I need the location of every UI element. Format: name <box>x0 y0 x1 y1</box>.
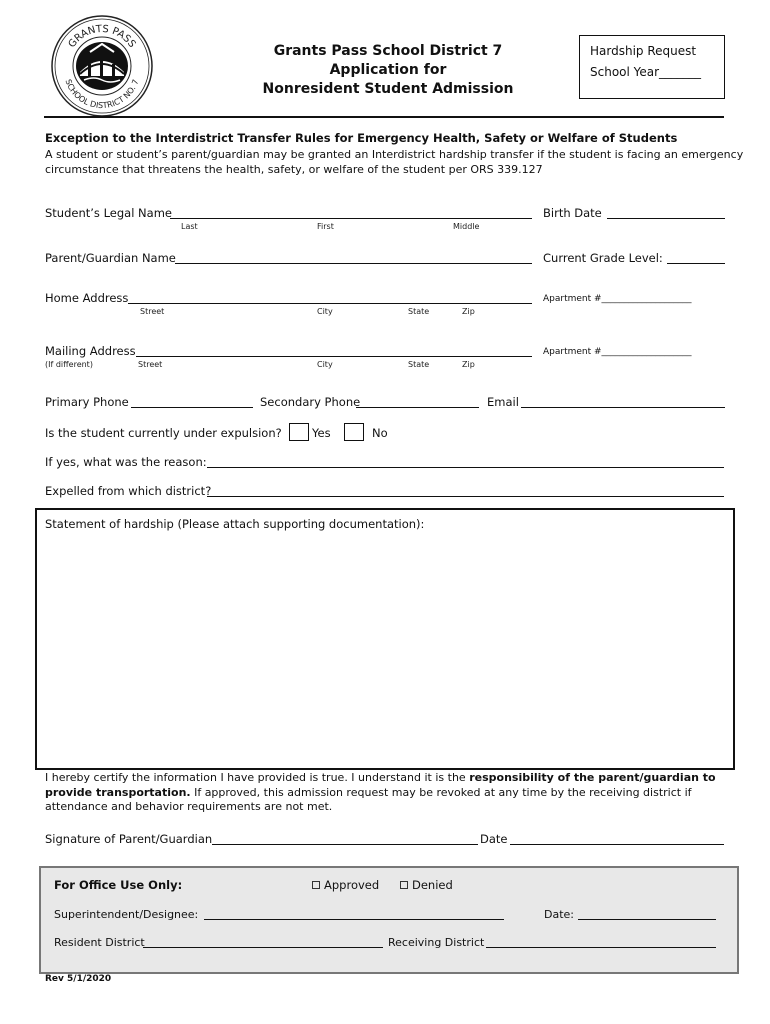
email-input[interactable] <box>521 407 725 408</box>
mailing-if-different: (If different) <box>45 360 93 369</box>
mailing-apartment-field[interactable]: Apartment #____________________ <box>543 347 692 357</box>
approved-label: Approved <box>324 878 380 892</box>
mailing-sub-zip: Zip <box>462 360 475 369</box>
superintendent-label: Superintendent/Designee: <box>54 908 199 921</box>
mailing-address-label: Mailing Address <box>45 344 136 358</box>
intro-heading: Exception to the Interdistrict Transfer Rules for Emergency Health, Safety or Welfare of Students <box>45 131 678 145</box>
certify-bold1: responsibility of the parent/guardian to <box>469 771 716 784</box>
office-date-label: Date: <box>544 908 574 921</box>
no-label: No <box>372 426 388 440</box>
home-address-label: Home Address <box>45 291 129 305</box>
intro-line-1: A student or student’s parent/guardian may be granted an Interdistrict hardship transfer if the student is facing an emergency <box>45 148 744 161</box>
yes-label: Yes <box>312 426 331 440</box>
legal-name-sub-last: Last <box>181 222 198 231</box>
primary-phone-label: Primary Phone <box>45 395 129 409</box>
receiving-district-input[interactable] <box>486 947 716 948</box>
grade-label: Current Grade Level: <box>543 251 663 265</box>
signature-input[interactable] <box>212 844 478 845</box>
certification-text <box>45 771 735 815</box>
title-line-2: Application for <box>329 62 447 78</box>
denied-checkbox[interactable] <box>400 881 408 889</box>
parent-name-label: Parent/Guardian Name <box>45 251 176 265</box>
signature-label: Signature of Parent/Guardian <box>45 832 213 846</box>
superintendent-input[interactable] <box>204 919 504 920</box>
resident-district-label: Resident District <box>54 936 145 949</box>
intro-line-2: circumstance that threatens the health, safety, or welfare of the student per ORS 339.127 <box>45 163 543 176</box>
secondary-phone-label: Secondary Phone <box>260 395 361 409</box>
home-sub-city: City <box>317 307 333 316</box>
signature-date-label: Date <box>480 832 508 846</box>
certify-part2: If approved, this admission request may be revoked at any time by the receiving district if <box>190 785 692 799</box>
hardship-label: Hardship Request <box>590 44 697 58</box>
expelled-district-input[interactable] <box>207 496 724 497</box>
certify-line3: attendance and behavior requirements are not met. <box>45 800 333 813</box>
birth-date-input[interactable] <box>607 218 725 219</box>
signature-date-input[interactable] <box>510 844 724 845</box>
legal-name-input[interactable] <box>170 218 532 219</box>
statement-label: Statement of hardship (Please attach supporting documentation): <box>45 517 425 531</box>
mailing-address-input[interactable] <box>136 356 532 357</box>
yes-checkbox[interactable] <box>289 423 309 441</box>
statement-box[interactable] <box>35 508 735 770</box>
approved-checkbox[interactable] <box>312 881 320 889</box>
legal-name-label: Student’s Legal Name <box>45 206 172 220</box>
home-apartment-field[interactable]: Apartment #____________________ <box>543 294 692 304</box>
header-divider <box>44 116 724 118</box>
expulsion-question: Is the student currently under expulsion? <box>45 426 282 440</box>
legal-name-sub-middle: Middle <box>453 222 480 231</box>
hardship-request-box <box>579 35 725 99</box>
logo-text-bottom: SCHOOL DISTRICT NO. 7 <box>63 78 141 111</box>
office-heading: For Office Use Only: <box>54 878 183 892</box>
no-checkbox[interactable] <box>344 423 364 441</box>
legal-name-sub-first: First <box>317 222 334 231</box>
home-sub-state: State <box>408 307 430 316</box>
title-line-1: Grants Pass School District 7 <box>273 43 503 59</box>
certify-part1: I hereby certify the information I have provided is true. I understand it is the <box>45 771 470 784</box>
email-label: Email <box>487 395 519 409</box>
school-year-field[interactable]: School Year_______ <box>590 65 702 79</box>
reason-input[interactable] <box>207 467 724 468</box>
revision-date: Rev 5/1/2020 <box>45 974 112 984</box>
certify-bold2: provide transportation. <box>45 785 191 799</box>
expelled-district-label: Expelled from which district? <box>45 484 212 498</box>
denied-label: Denied <box>412 878 453 892</box>
parent-name-input[interactable] <box>175 263 532 264</box>
district-logo <box>50 14 154 118</box>
mailing-sub-state: State <box>408 360 430 369</box>
office-use-box <box>39 866 739 974</box>
resident-district-input[interactable] <box>143 947 383 948</box>
grade-input[interactable] <box>667 263 725 264</box>
logo-text-top: GRANTS PASS <box>66 23 138 50</box>
home-address-input[interactable] <box>128 303 532 304</box>
home-sub-zip: Zip <box>462 307 475 316</box>
reason-label: If yes, what was the reason: <box>45 455 207 469</box>
birth-date-label: Birth Date <box>543 206 602 220</box>
mailing-sub-city: City <box>317 360 333 369</box>
office-date-input[interactable] <box>578 919 716 920</box>
receiving-district-label: Receiving District <box>388 936 485 949</box>
form-title <box>220 42 556 99</box>
district-seal-icon <box>50 14 154 118</box>
primary-phone-input[interactable] <box>131 407 253 408</box>
home-sub-street: Street <box>140 307 165 316</box>
title-line-3: Nonresident Student Admission <box>262 81 514 97</box>
secondary-phone-input[interactable] <box>356 407 479 408</box>
mailing-sub-street: Street <box>138 360 163 369</box>
